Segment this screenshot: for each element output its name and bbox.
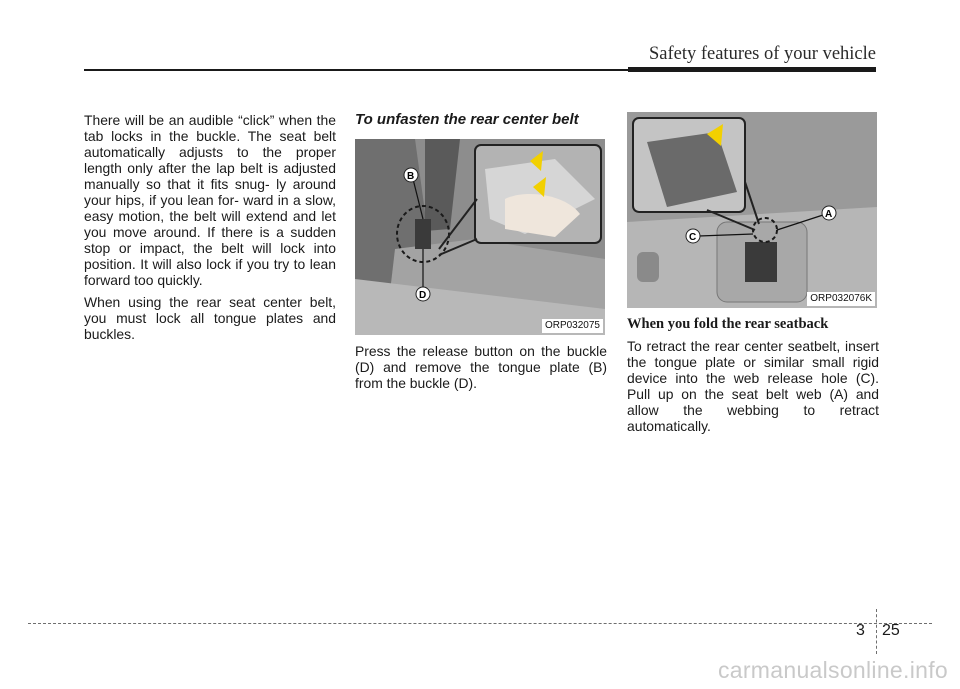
figure-label-c: C xyxy=(689,232,697,243)
body-paragraph: To retract the rear center seatbelt, insert the tongue plate or similar small rigid device into the web release hole (C). Pull up on the seat belt web (A) and allow the webbing to retract automatically. xyxy=(627,338,879,434)
footer-divider xyxy=(876,609,877,654)
figure-code: ORP032075 xyxy=(542,319,603,333)
footer-rule xyxy=(28,623,932,624)
figure-code: ORP032076K xyxy=(807,292,875,306)
section-heading: When you fold the rear seatback xyxy=(627,316,829,332)
running-header: Safety features of your vehicle xyxy=(648,44,876,64)
page-number: 25 xyxy=(882,622,900,639)
section-number: 3 xyxy=(856,622,865,639)
figure-label-b: B xyxy=(407,171,415,182)
header-rule-accent xyxy=(628,67,876,72)
section-heading: To unfasten the rear center belt xyxy=(355,111,579,128)
watermark: carmanualsonline.info xyxy=(717,657,948,683)
figure-unfasten-belt xyxy=(355,139,605,335)
body-paragraph: When using the rear seat center belt, you must lock all tongue plates and buckles. xyxy=(84,294,336,342)
figure-label-a: A xyxy=(825,209,833,220)
column-2 xyxy=(355,112,607,397)
column-1 xyxy=(84,112,336,348)
figure-fold-seatback xyxy=(627,112,877,308)
seatbelt-retract-illustration xyxy=(627,112,877,308)
figure-label-d: D xyxy=(419,290,427,301)
body-paragraph: There will be an audible “click” when the tab locks in the buckle. The seat belt automatically adjusts to the proper length only after the lap belt is adjusted manually so that it fits snug- ly around your hips, if you lean for- ward in a slow, easy motion, the belt will extend and let you move around. If there is a sudden stop or impact, the belt will lock into position. It will also lock if you try to lean forward too quickly. xyxy=(84,112,336,288)
column-3 xyxy=(627,112,879,440)
body-paragraph: Press the release button on the buckle (D) and remove the tongue plate (B) from the buckle (D). xyxy=(355,343,607,391)
seatbelt-buckle-illustration xyxy=(355,139,605,335)
